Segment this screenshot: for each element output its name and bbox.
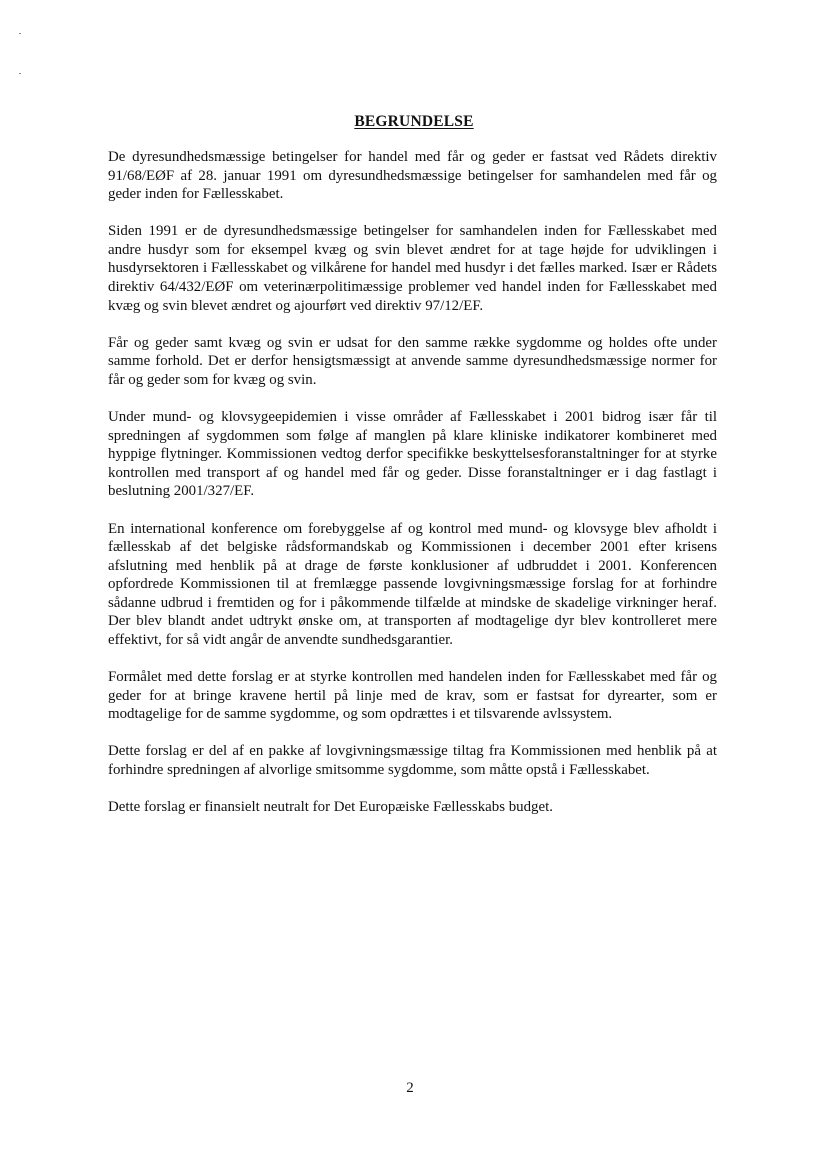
paragraph-3: Får og geder samt kvæg og svin er udsat for den samme række sygdomme og holdes ofte under samme forhold. Det er derfor hensigtsmæssigt at anvende samme dyresundhedsmæssige normer for får og geder som for kvæg og svin. — [108, 334, 717, 388]
paragraph-7: Dette forslag er del af en pakke af lovgivningsmæssige tiltag fra Kommissionen med henblik på at forhindre spredningen af alvorlige smitsomme sygdomme, som måtte opstå i Fællesskabet. — [108, 743, 717, 779]
paragraph-8: Dette forslag er finansielt neutralt for Det Europæiske Fællesskabs budget. — [108, 799, 553, 816]
paragraph-5: En international konference om forebyggelse af og kontrol med mund- og klovsyge blev afholdt i fællesskab af det belgiske rådsformandskab og Kommissionen i december 2001 efter krisens afslutning med henblik på at drage de første konklusioner af udbruddet i 2001. Konferencen opfordrede Kommissionen til at fremlægge passende lovgivningsmæssige forslag for at forhindre sådanne udbrud i fremtiden og for i påkommende tilfælde at mindske de skadelige virkninger heraf. Der blev blandt andet udtrykt ønske om, at transporten af modtagelige dyr blev kontrolleret mere effektivt, for så vidt angår de anvendte sundhedsgarantier. — [108, 520, 717, 649]
scan-speck — [19, 33, 21, 34]
section-heading: BEGRUNDELSE — [354, 113, 474, 130]
paragraph-4: Under mund- og klovsygeepidemien i visse områder af Fællesskabet i 2001 bidrog især får til spredningen af sygdommen som følge af manglen på klare kliniske indikatorer kombineret med hyppige flytninger. Kommissionen vedtog derfor specifikke beskyttelsesforanstaltninger for at styrke kontrollen med transport af og handel med får og geder. Disse foranstaltninger er i dag fastlagt i beslutning 2001/327/EF. — [108, 409, 717, 500]
document-body — [108, 148, 717, 835]
paragraph-2: Siden 1991 er de dyresundhedsmæssige betingelser for samhandelen inden for Fællesskabet med andre husdyr som for eksempel kvæg og svin blevet ændret for at tage højde for udviklingen i husdyrsektoren i Fællesskabet og vilkårene for handel med husdyr i det fælles marked. Især er Rådets direktiv 64/432/EØF om veterinærpolitimæssige problemer ved handel inden for Fællesskabet med kvæg og svin blevet ændret og ajourført ved direktiv 97/12/EF. — [108, 223, 717, 314]
paragraph-1: De dyresundhedsmæssige betingelser for handel med får og geder er fastsat ved Rådets direktiv 91/68/EØF af 28. januar 1991 om dyresundhedsmæssige betingelser for samhandelen med får og geder inden for Fællesskabet. — [108, 149, 717, 203]
paragraph-6: Formålet med dette forslag er at styrke kontrollen med handelen inden for Fællesskabet med får og geder for at bringe kravene hertil på linje med de krav, som er fastsat for dyrearter, som er modtagelige for de samme sygdomme, og som opdrættes i et tilsvarende avlssystem. — [108, 669, 717, 723]
page-number: 2 — [406, 1080, 414, 1096]
scan-speck — [19, 73, 21, 74]
